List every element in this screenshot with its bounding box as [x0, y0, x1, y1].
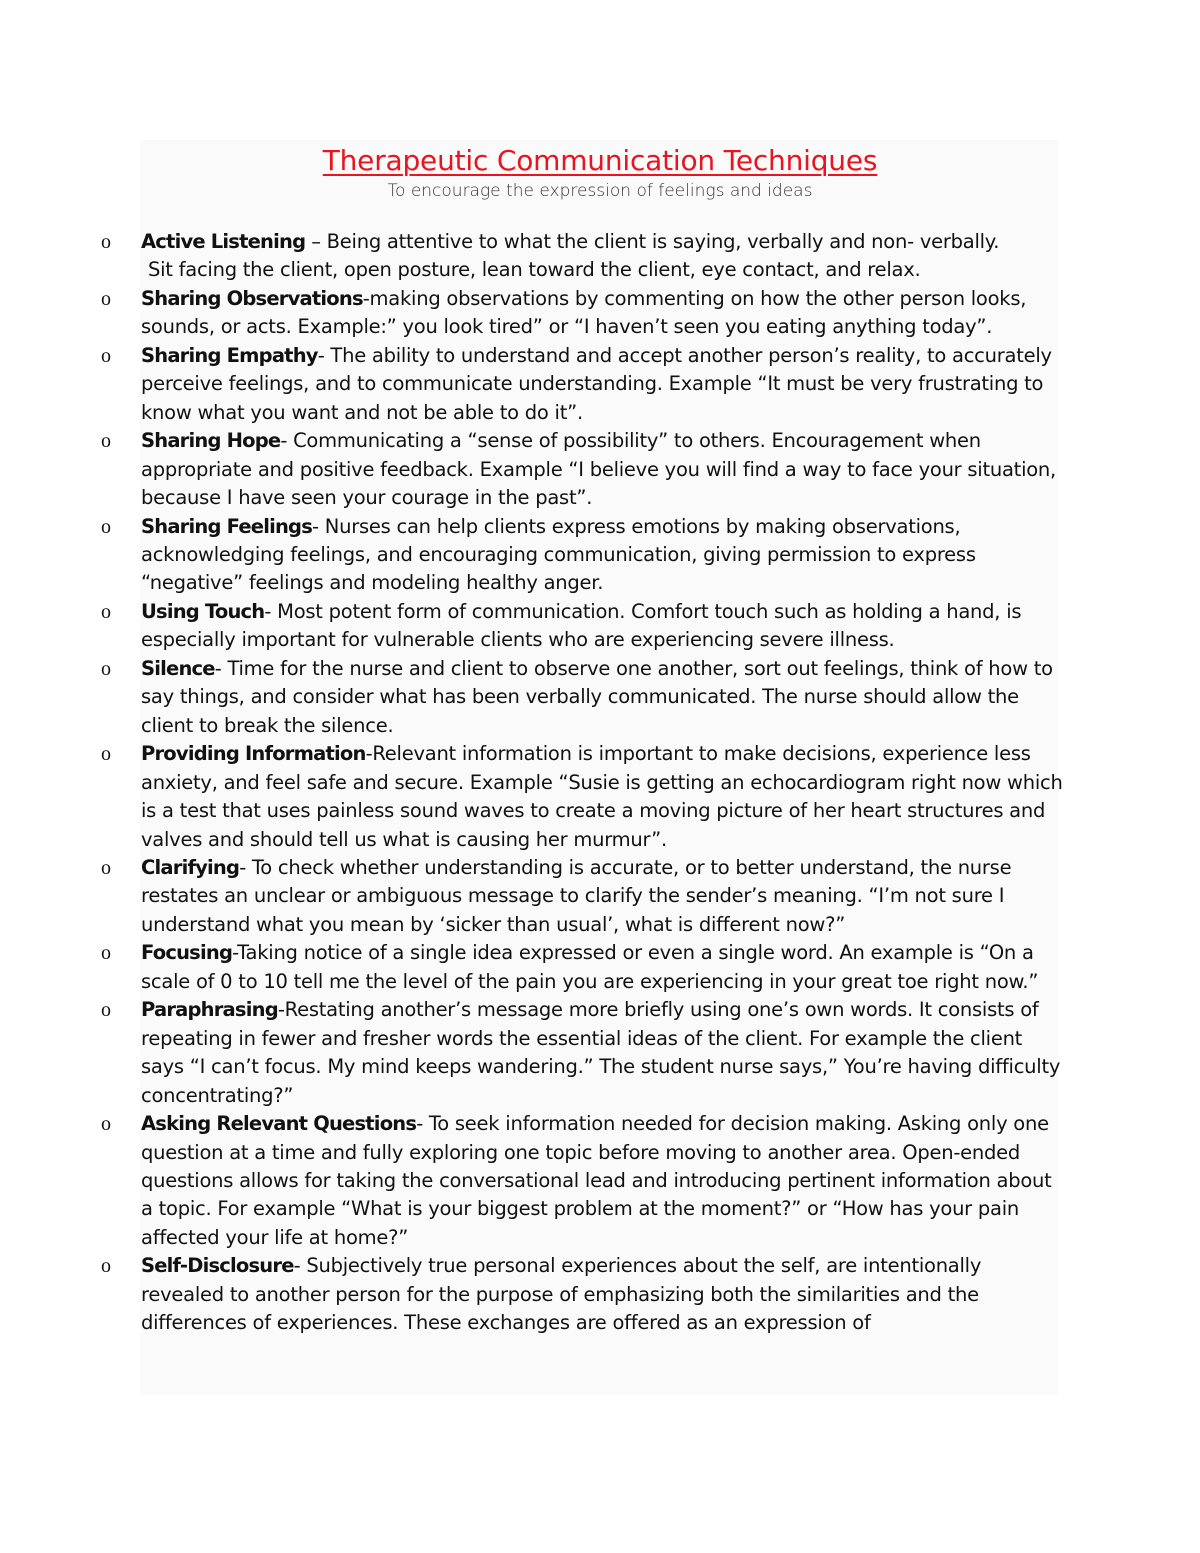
bullet-icon: o: [101, 657, 111, 680]
technique-term: Providing Information: [141, 742, 366, 766]
bullet-icon: o: [101, 856, 111, 879]
technique-item: [101, 655, 1066, 740]
technique-description: - The ability to understand and accept another person’s reality, to accurately perceive feelings, and to communicate understanding. Example “It must be very frustrating to know what you want and not be able to do it”.: [141, 343, 1052, 424]
technique-item: [101, 598, 1066, 655]
technique-item: [101, 513, 1066, 598]
technique-term: Using Touch: [141, 599, 265, 623]
technique-term: Asking Relevant Questions: [141, 1112, 417, 1136]
technique-description: - Communicating a “sense of possibility” to others. Encouragement when appropriate and positive feedback. Example “I believe you will find a way to face your situation, because I have seen your courage in the past”.: [141, 429, 1056, 510]
technique-description: - To seek information needed for decision making. Asking only one question at a time and fully exploring one topic before moving to another area. Open-ended questions allows for taking the conversational lead and introducing pertinent information about a topic. For example “What is your biggest problem at the moment?” or “How has your pain affected your life at home?”: [141, 1112, 1052, 1249]
technique-description: - Most potent form of communication. Comfort touch such as holding a hand, is especially important for vulnerable clients who are experiencing severe illness.: [141, 599, 1022, 652]
technique-item: [101, 1252, 1066, 1337]
technique-description: -Relevant information is important to make decisions, experience less anxiety, and feel safe and secure. Example “Susie is getting an echocardiogram right now which is a test that uses painless sound waves to create a moving picture of her heart structures and valves and should tell us what is causing her murmur”.: [141, 742, 1063, 851]
bullet-icon: o: [101, 344, 111, 367]
technique-item: [101, 427, 1066, 512]
technique-term: Self-Disclosure: [141, 1254, 294, 1278]
technique-term: Focusing: [141, 941, 233, 965]
technique-description: - To check whether understanding is accurate, or to better understand, the nurse restates an unclear or ambiguous message to clarify the sender’s meaning. “I’m not sure I understand what you mean by ‘sicker than usual’, what is different now?”: [141, 855, 1012, 936]
bullet-icon: o: [101, 999, 111, 1022]
document-subtitle: To encourage the expression of feelings and ideas: [387, 181, 813, 201]
technique-term: Paraphrasing: [141, 998, 278, 1022]
technique-description: -making observations by commenting on how the other person looks, sounds, or acts. Example:” you look tired” or “I haven’t seen you eating anything today”.: [141, 286, 1027, 339]
technique-description: - Subjectively true personal experiences about the self, are intentionally revealed to another person for the purpose of emphasizing both the similarities and the differences of experiences. These exchanges are offered as an expression of: [141, 1254, 982, 1335]
technique-term: Sharing Feelings: [141, 514, 313, 538]
bullet-icon: o: [101, 1255, 111, 1278]
technique-extra-line: Sit facing the client, open posture, lean toward the client, eye contact, and relax.: [148, 258, 921, 282]
technique-description: – Being attentive to what the client is saying, verbally and non- verbally.: [305, 230, 1000, 253]
technique-item: [101, 854, 1066, 939]
bullet-icon: o: [101, 430, 111, 453]
technique-item: [101, 996, 1066, 1110]
bullet-icon: o: [101, 942, 111, 965]
technique-term: Active Listening: [141, 230, 306, 253]
technique-description: - Nurses can help clients express emotions by making observations, acknowledging feelings, and encouraging communication, giving permission to express “negative” feelings and modeling healthy anger.: [141, 514, 976, 595]
technique-item: [101, 228, 1066, 285]
technique-item: [101, 285, 1066, 342]
technique-list: [101, 228, 1066, 1338]
technique-description: -Taking notice of a single idea expressed or even a single word. An example is “On a scale of 0 to 10 tell me the level of the pain you are experiencing in your great toe right now.”: [141, 941, 1039, 993]
bullet-icon: o: [101, 287, 111, 310]
technique-item: [101, 342, 1066, 427]
bullet-icon: o: [101, 1113, 111, 1136]
technique-term: Silence: [141, 656, 215, 680]
technique-description: - Time for the nurse and client to observe one another, sort out feelings, think of how to say things, and consider what has been verbally communicated. The nurse should allow the client to break the silence.: [141, 656, 1053, 737]
bullet-icon: o: [101, 231, 111, 253]
technique-item: [101, 939, 1066, 996]
technique-item: [101, 1110, 1066, 1252]
bullet-icon: o: [101, 600, 111, 623]
bullet-icon: o: [101, 743, 111, 766]
document-title: Therapeutic Communication Techniques: [322, 144, 878, 177]
technique-description: -Restating another’s message more briefly using one’s own words. It consists of repeating in fewer and fresher words the essential ideas of the client. For example the client says “I can’t focus. My mind keeps wandering.” The student nurse says,” You’re having difficulty concentrating?”: [141, 998, 1061, 1107]
technique-term: Sharing Hope: [141, 429, 281, 453]
technique-item: [101, 740, 1066, 854]
technique-term: Sharing Empathy: [141, 343, 318, 367]
technique-term: Sharing Observations: [141, 286, 363, 310]
technique-term: Clarifying: [141, 855, 240, 879]
bullet-icon: o: [101, 515, 111, 538]
